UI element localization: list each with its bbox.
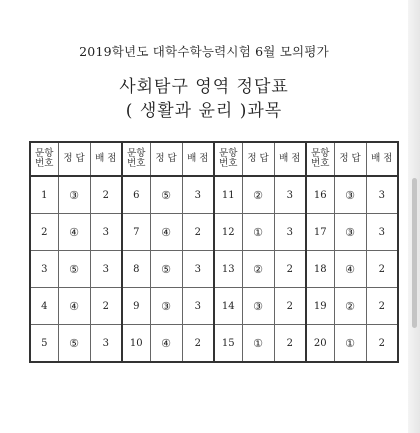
points-cell: 3 (366, 176, 398, 214)
header-points: 배 점 (90, 142, 122, 176)
points-cell: 2 (366, 251, 398, 288)
table-row (30, 325, 398, 363)
table-body (30, 176, 398, 362)
points-cell: 3 (274, 176, 306, 214)
exam-title: 2019학년도 대학수학능력시험 6월 모의평가 (79, 44, 329, 59)
header-points: 배 점 (274, 142, 306, 176)
question-number-cell: 5 (30, 325, 58, 363)
answer-cell: ② (334, 288, 366, 325)
question-number-cell: 7 (122, 214, 150, 251)
subject-title: ( 생활과 윤리 )과목 (125, 101, 283, 121)
points-cell: 2 (274, 288, 306, 325)
question-number-cell: 4 (30, 288, 58, 325)
points-cell: 3 (90, 325, 122, 363)
question-number-cell: 12 (214, 214, 242, 251)
question-number-cell: 18 (306, 251, 334, 288)
question-number-cell: 8 (122, 251, 150, 288)
header-question: 문항 번호 (30, 142, 58, 176)
answer-cell: ② (242, 251, 274, 288)
table-row (30, 251, 398, 288)
answer-cell: ⑤ (150, 251, 182, 288)
question-number-cell: 11 (214, 176, 242, 214)
question-number-cell: 3 (30, 251, 58, 288)
table-row (30, 214, 398, 251)
answer-cell: ④ (58, 288, 90, 325)
table-row (30, 176, 398, 214)
header-question: 문항 번호 (214, 142, 242, 176)
answer-cell: ③ (334, 176, 366, 214)
answer-cell: ④ (150, 325, 182, 363)
points-cell: 3 (90, 251, 122, 288)
header-question: 문항 번호 (122, 142, 150, 176)
question-number-cell: 10 (122, 325, 150, 363)
points-cell: 2 (90, 176, 122, 214)
points-cell: 3 (366, 214, 398, 251)
header-answer: 정 답 (242, 142, 274, 176)
answer-cell: ③ (334, 214, 366, 251)
points-cell: 3 (182, 176, 214, 214)
answer-cell: ③ (150, 288, 182, 325)
header-answer: 정 답 (58, 142, 90, 176)
question-number-cell: 19 (306, 288, 334, 325)
header-answer: 정 답 (334, 142, 366, 176)
table-header-row (30, 142, 398, 176)
question-number-cell: 15 (214, 325, 242, 363)
points-cell: 3 (274, 214, 306, 251)
header-question: 문항 번호 (306, 142, 334, 176)
points-cell: 2 (274, 325, 306, 363)
answer-cell: ③ (58, 176, 90, 214)
points-cell: 2 (366, 288, 398, 325)
scrollbar-track[interactable] (408, 0, 420, 433)
answer-cell: ④ (334, 251, 366, 288)
question-number-cell: 9 (122, 288, 150, 325)
points-cell: 2 (90, 288, 122, 325)
header-points: 배 점 (366, 142, 398, 176)
question-number-cell: 17 (306, 214, 334, 251)
question-number-cell: 16 (306, 176, 334, 214)
points-cell: 2 (182, 325, 214, 363)
header-points: 배 점 (182, 142, 214, 176)
question-number-cell: 6 (122, 176, 150, 214)
answer-cell: ④ (150, 214, 182, 251)
answer-sheet-title: 사회탐구 영역 정답표 (119, 77, 289, 97)
answer-cell: ② (242, 176, 274, 214)
answer-cell: ⑤ (58, 251, 90, 288)
question-number-cell: 13 (214, 251, 242, 288)
points-cell: 3 (182, 251, 214, 288)
points-cell: 3 (182, 288, 214, 325)
answer-cell: ① (242, 325, 274, 363)
scrollbar-thumb[interactable] (412, 178, 417, 328)
question-number-cell: 20 (306, 325, 334, 363)
answer-table (29, 141, 399, 363)
question-number-cell: 1 (30, 176, 58, 214)
points-cell: 3 (90, 214, 122, 251)
answer-cell: ⑤ (150, 176, 182, 214)
header-answer: 정 답 (150, 142, 182, 176)
answer-cell: ① (334, 325, 366, 363)
answer-cell: ① (242, 214, 274, 251)
points-cell: 2 (366, 325, 398, 363)
question-number-cell: 14 (214, 288, 242, 325)
table-row (30, 288, 398, 325)
points-cell: 2 (182, 214, 214, 251)
answer-cell: ④ (58, 214, 90, 251)
answer-cell: ⑤ (58, 325, 90, 363)
answer-cell: ③ (242, 288, 274, 325)
points-cell: 2 (274, 251, 306, 288)
question-number-cell: 2 (30, 214, 58, 251)
